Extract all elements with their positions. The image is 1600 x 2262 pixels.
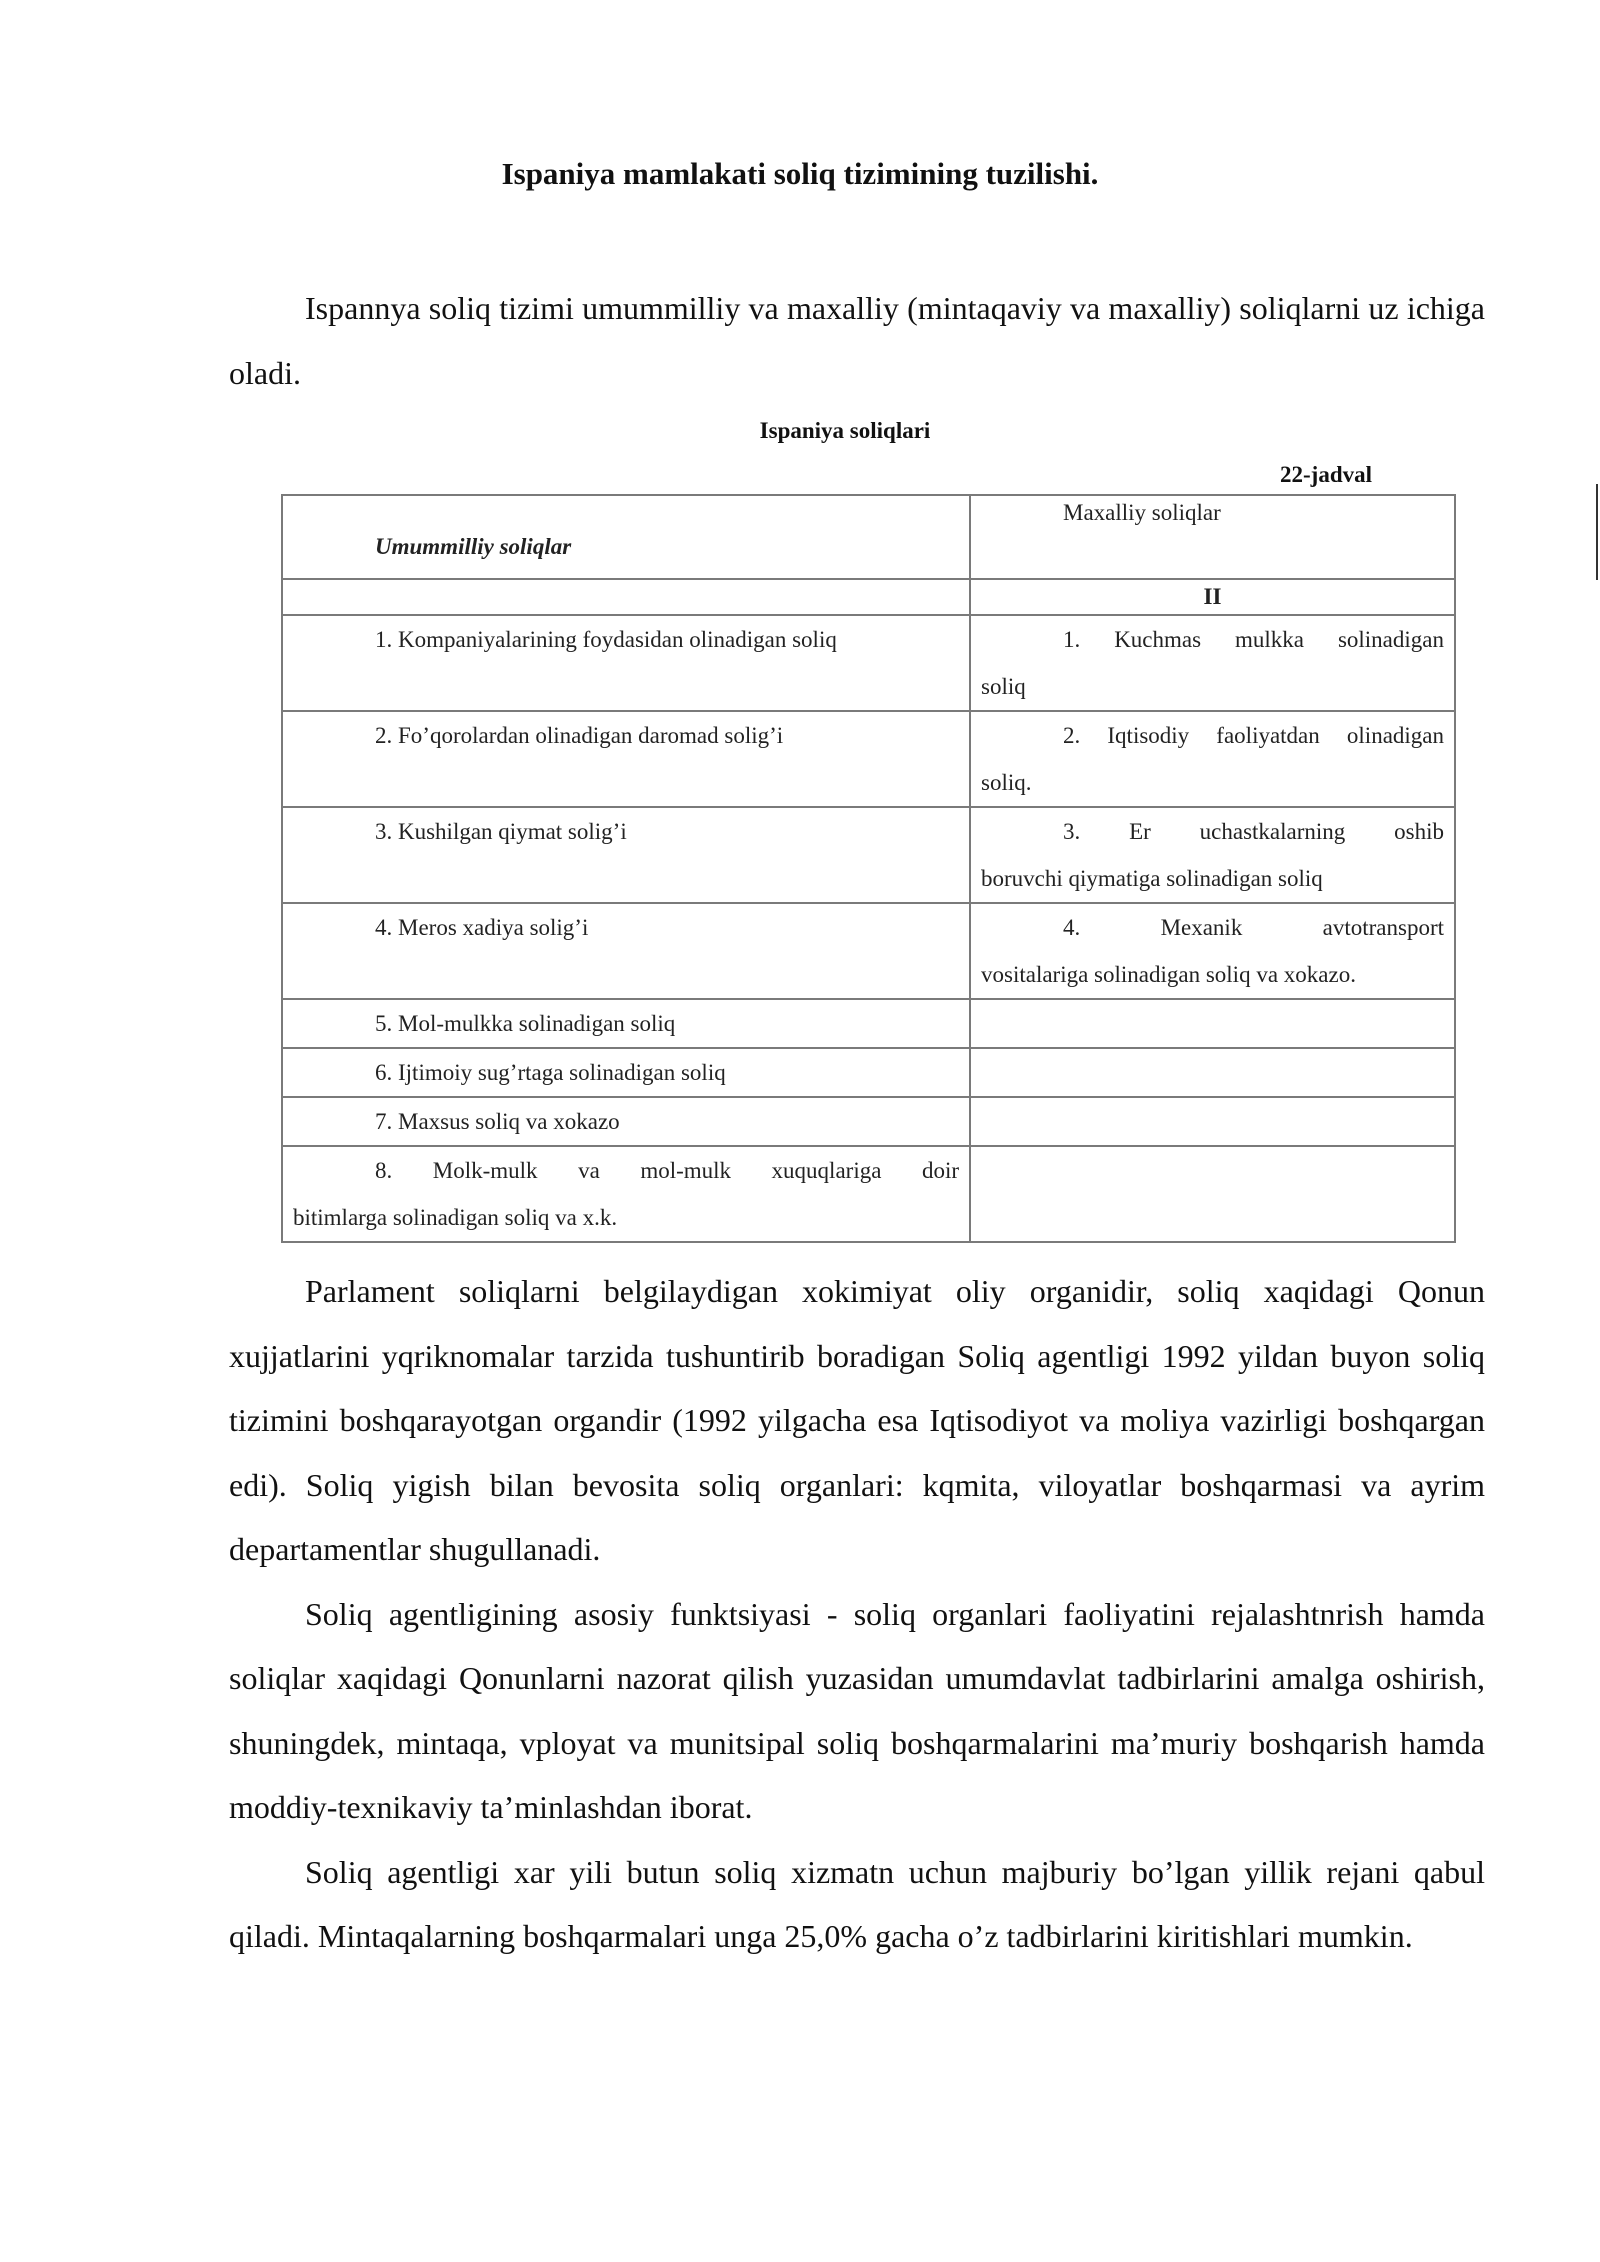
header-right-cell bbox=[970, 495, 1455, 579]
right-cell-first: 1. Kuchmas mulkka solinadigan bbox=[1063, 627, 1444, 652]
left-cell bbox=[282, 1048, 970, 1097]
subheader-left-cell bbox=[282, 579, 970, 615]
right-cell bbox=[970, 615, 1455, 711]
paragraph: Soliq agentligining asosiy funktsiyasi - soliq organlari faoliyatini rejalashtnrish hamda soliqlar xaqidagi Qonunlarni nazorat qilish yuzasidan umumdavlat tadbirlarini amalga oshirish, shuningdek, mintaqa, vployat va munitsipal soliq boshqarmalarini ma’muriy boshqarish hamda moddiy-texnikaviy ta’minlashdan iborat. bbox=[229, 1595, 1485, 1825]
left-cell bbox=[282, 1097, 970, 1146]
table-row bbox=[282, 615, 1455, 711]
left-cell-text: 5. Mol-mulkka solinadigan soliq bbox=[375, 1011, 676, 1036]
left-cell bbox=[282, 807, 970, 903]
left-cell-text: 7. Maxsus soliq va xokazo bbox=[375, 1109, 620, 1134]
header-right-label: Maxalliy soliqlar bbox=[1063, 500, 1221, 525]
paragraph: Parlament soliqlarni belgilaydigan xokimiyat oliy organidir, soliq xaqidagi Qonun xujjatlarini yqriknomalar tarzida tushuntirib boradigan Soliq agentligi 1992 yildan buyon soliq tizimini boshqarayotgan organdir (1992 yilgacha esa Iqtisodiyot va moliya vazirligi boshqargan edi). Soliq yigish bilan bevosita soliq organlari: kqmita, viloyatlar boshqarmasi va ayrim departamentlar shugullanadi. bbox=[229, 1273, 1485, 1567]
left-cell bbox=[282, 615, 970, 711]
right-cell bbox=[970, 1146, 1455, 1242]
subheader-right-cell: II bbox=[970, 579, 1455, 615]
left-cell bbox=[282, 999, 970, 1048]
right-cell bbox=[970, 711, 1455, 807]
margin-mark bbox=[1596, 484, 1598, 580]
tax-table bbox=[281, 494, 1456, 1243]
table-row bbox=[282, 1048, 1455, 1097]
header-left-label: Umummilliy soliqlar bbox=[375, 534, 572, 559]
body-text bbox=[229, 1259, 1485, 1969]
left-cell-text: 3. Kushilgan qiymat solig’i bbox=[375, 819, 627, 844]
table-row bbox=[282, 1146, 1455, 1242]
left-cell bbox=[282, 1146, 970, 1242]
right-cell bbox=[970, 903, 1455, 999]
left-cell-text: 1. Kompaniyalarining foydasidan olinadigan soliq bbox=[375, 627, 837, 652]
left-cell bbox=[282, 711, 970, 807]
table-row bbox=[282, 711, 1455, 807]
right-cell-first: 2. Iqtisodiy faoliyatdan olinadigan bbox=[1063, 723, 1444, 748]
left-cell-text: 6. Ijtimoiy sug’rtaga solinadigan soliq bbox=[375, 1060, 726, 1085]
paragraph: Soliq agentligi xar yili butun soliq xizmatn uchun majburiy bo’lgan yillik rejani qabul qiladi. Mintaqalarning boshqarmalari unga 25,0% gacha o’z tadbirlarini kiritishlari mumkin. bbox=[229, 1853, 1485, 1954]
right-cell bbox=[970, 1097, 1455, 1146]
table-caption: Ispaniya soliqlari bbox=[759, 418, 931, 443]
left-cell bbox=[282, 903, 970, 999]
right-cell bbox=[970, 999, 1455, 1048]
left-cell-rest: bitimlarga solinadigan soliq va x.k. bbox=[293, 1205, 618, 1230]
table-header-row bbox=[282, 495, 1455, 579]
intro-paragraph: Ispannya soliq tizimi umummilliy va maxalliy (mintaqaviy va maxalliy) soliqlarni uz ichiga oladi. bbox=[229, 290, 1485, 391]
right-cell-rest: soliq bbox=[981, 674, 1026, 699]
right-cell-first: 4. Mexanik avtotransport bbox=[1063, 915, 1444, 940]
table-number: 22-jadval bbox=[1280, 462, 1372, 487]
page-title: Ispaniya mamlakati soliq tizimining tuzilishi. bbox=[501, 156, 1099, 191]
table-subheader-row bbox=[282, 579, 1455, 615]
right-cell-rest: boruvchi qiymatiga solinadigan soliq bbox=[981, 866, 1323, 891]
right-cell bbox=[970, 1048, 1455, 1097]
right-cell bbox=[970, 807, 1455, 903]
right-cell-rest: soliq. bbox=[981, 770, 1032, 795]
right-cell-first: 3. Er uchastkalarning oshib bbox=[1063, 819, 1444, 844]
header-left-cell bbox=[282, 495, 970, 579]
right-cell-rest: vositalariga solinadigan soliq va xokazo. bbox=[981, 962, 1356, 987]
left-cell-first: 8. Molk-mulk va mol-mulk xuquqlariga doir bbox=[375, 1158, 959, 1183]
left-cell-text: 2. Fo’qorolardan olinadigan daromad solig’i bbox=[375, 723, 784, 748]
table-row bbox=[282, 903, 1455, 999]
table-row bbox=[282, 1097, 1455, 1146]
table-row bbox=[282, 999, 1455, 1048]
left-cell-text: 4. Meros xadiya solig’i bbox=[375, 915, 589, 940]
table-row bbox=[282, 807, 1455, 903]
